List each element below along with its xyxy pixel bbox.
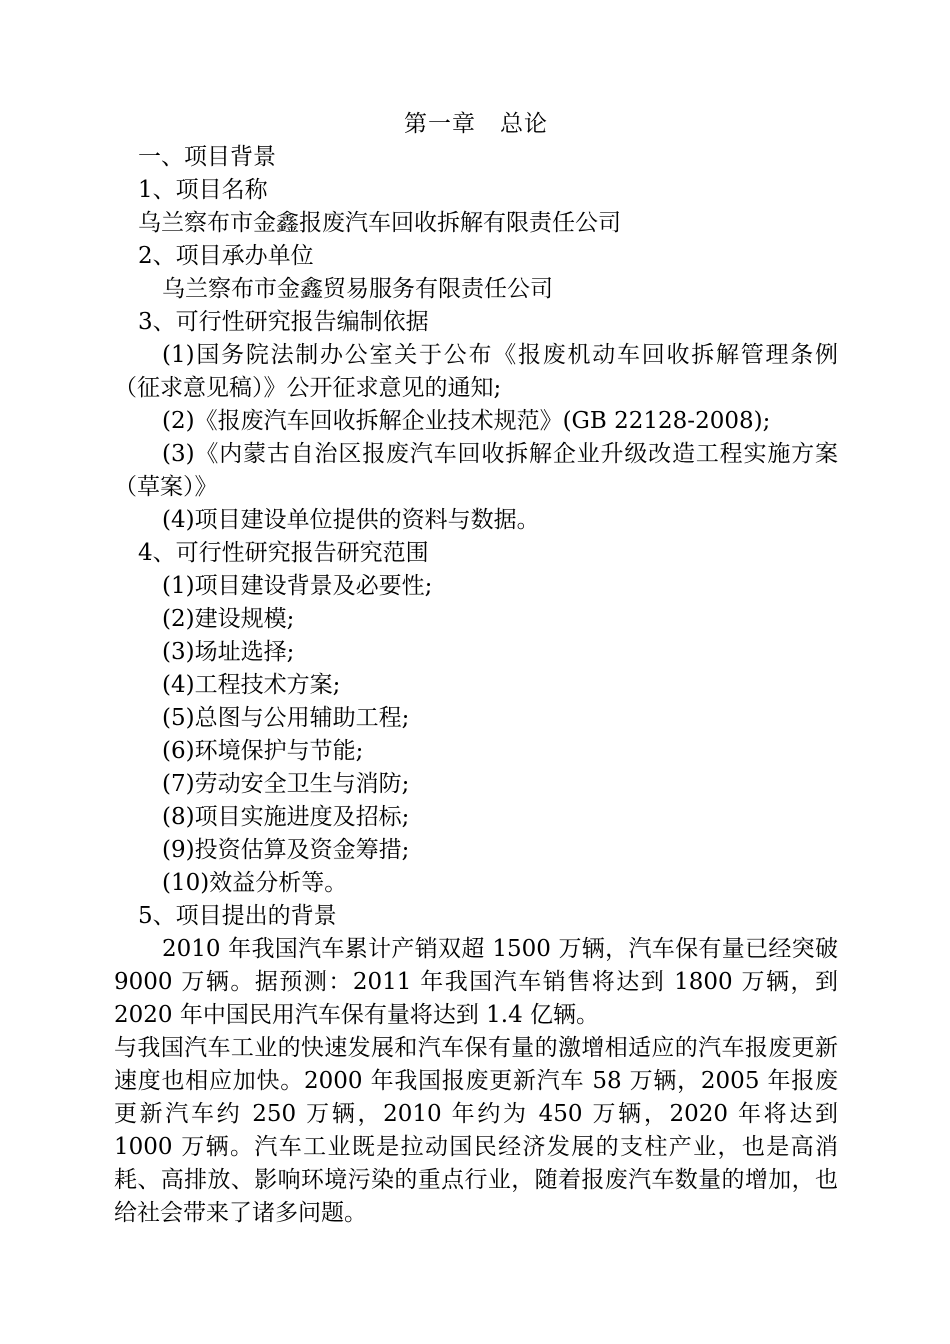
scope-item: (3)场址选择; xyxy=(162,639,295,665)
scope-item: (8)项目实施进度及招标; xyxy=(162,804,410,830)
scope-item: (4)工程技术方案; xyxy=(162,672,341,698)
subsection-project-name: 1、项目名称 xyxy=(138,177,268,203)
subsection-scope: 4、可行性研究报告研究范围 xyxy=(138,540,429,566)
subsection-basis: 3、可行性研究报告编制依据 xyxy=(138,309,429,335)
background-paragraph-1: 2010 年我国汽车累计产销双超 1500 万辆，汽车保有量已经突破 9000 万辆。据预测：2011 年我国汽车销售将达到 1800 万辆，到 2020 年中国民用汽车保有量将达到 1.4 亿辆。 xyxy=(114,936,838,1028)
basis-item-2: (2)《报废汽车回收拆解企业技术规范》(GB 22128-2008); xyxy=(162,408,771,434)
project-name-text: 乌兰察布市金鑫报废汽车回收拆解有限责任公司 xyxy=(138,210,621,236)
subsection-sponsor: 2、项目承办单位 xyxy=(138,243,314,269)
basis-item-4: (4)项目建设单位提供的资料与数据。 xyxy=(162,507,540,533)
section-heading-background: 一、项目背景 xyxy=(138,144,276,170)
scope-item: (9)投资估算及资金筹措; xyxy=(162,837,410,863)
sponsor-text: 乌兰察布市金鑫贸易服务有限责任公司 xyxy=(162,276,553,302)
subsection-background: 5、项目提出的背景 xyxy=(138,903,337,929)
background-paragraph-2: 与我国汽车工业的快速发展和汽车保有量的激增相适应的汽车报废更新速度也相应加快。2000 年我国报废更新汽车 58 万辆，2005 年报废更新汽车约 250 万辆，2010 年约为 450 万辆，2020 年将达到 1000 万辆。汽车工业既是拉动国民经济发展的支柱产业，也是高消耗、高排放、影响环境污染的重点行业，随着报废汽车数量的增加，也给社会带来了诸多问题。 xyxy=(114,1035,838,1226)
scope-item: (7)劳动安全卫生与消防; xyxy=(162,771,410,797)
chapter-title: 第一章 总论 xyxy=(404,111,548,137)
basis-item-3: (3)《内蒙古自治区报废汽车回收拆解企业升级改造工程实施方案（草案）》 xyxy=(114,441,838,500)
scope-item: (2)建设规模; xyxy=(162,606,295,632)
scope-item: (6)环境保护与节能; xyxy=(162,738,364,764)
document-page xyxy=(114,107,838,1230)
scope-item: (5)总图与公用辅助工程; xyxy=(162,705,410,731)
basis-item-1: (1)国务院法制办公室关于公布《报废机动车回收拆解管理条例（征求意见稿）》公开征求意见的通知; xyxy=(114,342,838,401)
scope-item: (1)项目建设背景及必要性; xyxy=(162,573,433,599)
scope-item: (10)效益分析等。 xyxy=(162,870,348,896)
